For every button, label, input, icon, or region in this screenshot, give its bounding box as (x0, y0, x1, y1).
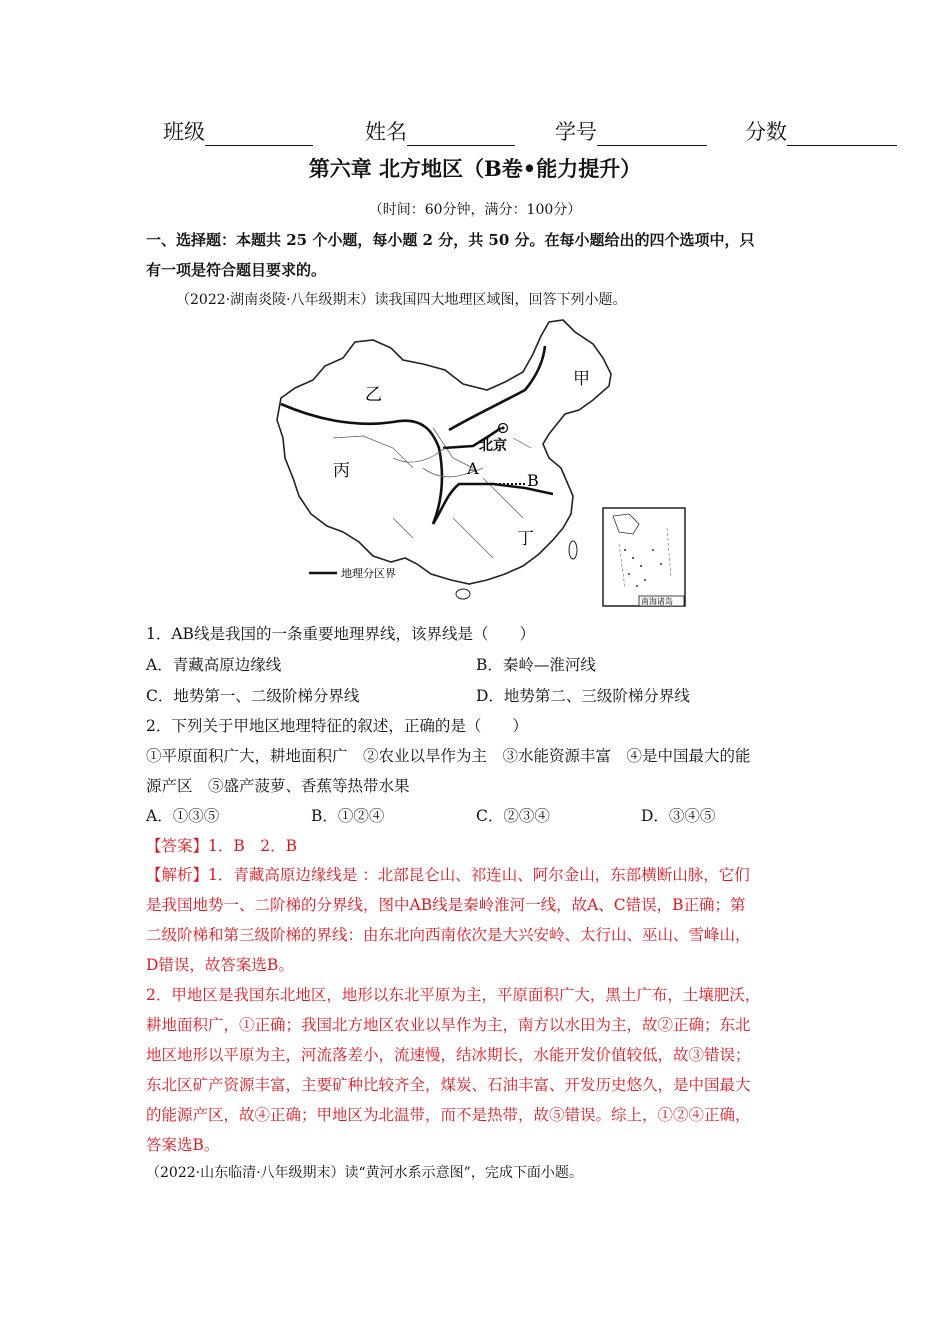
label-bing: 丙 (333, 461, 350, 481)
analysis-1-line: 二级阶梯和第三级阶梯的界线：由东北向西南依次是大兴安岭、太行山、巫山、雪峰山， (146, 926, 751, 944)
inset-label: 南海诸岛 (641, 597, 673, 606)
question-2-option-c[interactable]: C．②③④ (476, 807, 550, 825)
class-blank[interactable] (205, 123, 313, 146)
source-note-2: （2022·山东临清·八年级期末）读“黄河水系示意图”，完成下面小题。 (146, 1165, 583, 1181)
analysis-2-line: 的能源产区，故④正确；甲地区为北温带，而不是热带，故⑤错误。综上，①②④正确， (146, 1106, 751, 1124)
answer-line: 【答案】1．B 2．B (146, 837, 298, 855)
analysis-2-line: 东北区矿产资源丰富，主要矿种比较齐全，煤炭、石油丰富、开发历史悠久，是中国最大 (146, 1076, 751, 1094)
question-1-option-c[interactable]: C．地势第一、二级阶梯分界线 (146, 687, 360, 705)
label-beijing: 北京 (479, 438, 507, 454)
score-label: 分数 (745, 120, 787, 144)
question-2-items-line2: 源产区 ⑤盛产菠萝、香蕉等热带水果 (146, 777, 410, 795)
score-field (745, 116, 897, 146)
label-ding: 丁 (517, 529, 534, 549)
analysis-1-line: 是我国地势一、二阶梯的分界线，图中AB线是秦岭淮河一线，故A、C错误，B正确；第 (146, 896, 746, 914)
name-blank[interactable] (407, 123, 515, 146)
question-1-option-d[interactable]: D．地势第二、三级阶梯分界线 (476, 687, 690, 705)
question-1-option-b[interactable]: B．秦岭—淮河线 (476, 656, 596, 674)
page-subtitle: （时间：60分钟，满分：100分） (368, 202, 582, 218)
analysis-part-1 (146, 860, 816, 980)
label-a: A (467, 459, 479, 478)
analysis-2-line: 地区地形以平原为主，河流落差小，流速慢，结冰期长，水能开发价值较低，故③错误； (146, 1046, 751, 1064)
analysis-part-2 (146, 980, 816, 1160)
source-note-1: （2022·湖南炎陵·八年级期末）读我国四大地理区域图，回答下列小题。 (176, 292, 627, 308)
analysis-2-line: 2．甲地区是我国东北地区，地形以东北平原为主，平原面积广大，黑土广布，土壤肥沃， (146, 986, 761, 1004)
label-b: B (527, 471, 539, 490)
question-2-items-line1: ①平原面积广大，耕地面积广 ②农业以旱作为主 ③水能资源丰富 ④是中国最大的能 (146, 747, 751, 765)
section-heading-line1: 一、选择题：本题共 25 个小题，每小题 2 分，共 50 分。在每小题给出的四个选项中，只 (146, 231, 755, 249)
student-id-blank[interactable] (597, 123, 707, 146)
question-2-option-b[interactable]: B．①②④ (311, 807, 385, 825)
page-title: 第六章 北方地区（B卷•能力提升） (308, 156, 642, 181)
name-label: 姓名 (365, 120, 407, 144)
class-label: 班级 (163, 120, 205, 144)
analysis-1-line: 【解析】1．青藏高原边缘线是 ：北部昆仑山、祁连山、阿尔金山，东部横断山脉，它们 (146, 866, 750, 884)
question-1-option-a[interactable]: A．青藏高原边缘线 (146, 656, 282, 674)
analysis-2-line: 耕地面积广，①正确；我国北方地区农业以旱作为主，南方以水田为主，故②正确；东北 (146, 1016, 751, 1034)
question-2-option-a[interactable]: A．①③⑤ (146, 807, 220, 825)
analysis-2-line: 答案选B。 (146, 1136, 220, 1154)
score-blank[interactable] (787, 123, 897, 146)
label-jia: 甲 (573, 369, 590, 389)
label-yi: 乙 (365, 385, 382, 405)
name-field (365, 116, 515, 146)
analysis-1-line: D错误，故答案选B。 (146, 956, 294, 974)
student-id-label: 学号 (555, 120, 597, 144)
question-2-stem: 2．下列关于甲地区地理特征的叙述，正确的是（ ） (146, 717, 528, 735)
student-id-field (555, 116, 707, 146)
section-heading (146, 225, 818, 285)
china-regions-map (273, 318, 693, 610)
question-2-option-d[interactable]: D．③④⑤ (641, 807, 716, 825)
section-heading-line2: 有一项是符合题目要求的。 (146, 261, 327, 279)
question-1-stem: 1．AB线是我国的一条重要地理界线，该界线是（ ） (146, 625, 535, 643)
header-fields (163, 116, 313, 146)
china-outline (277, 320, 611, 584)
legend-label: 地理分区界 (341, 567, 396, 580)
